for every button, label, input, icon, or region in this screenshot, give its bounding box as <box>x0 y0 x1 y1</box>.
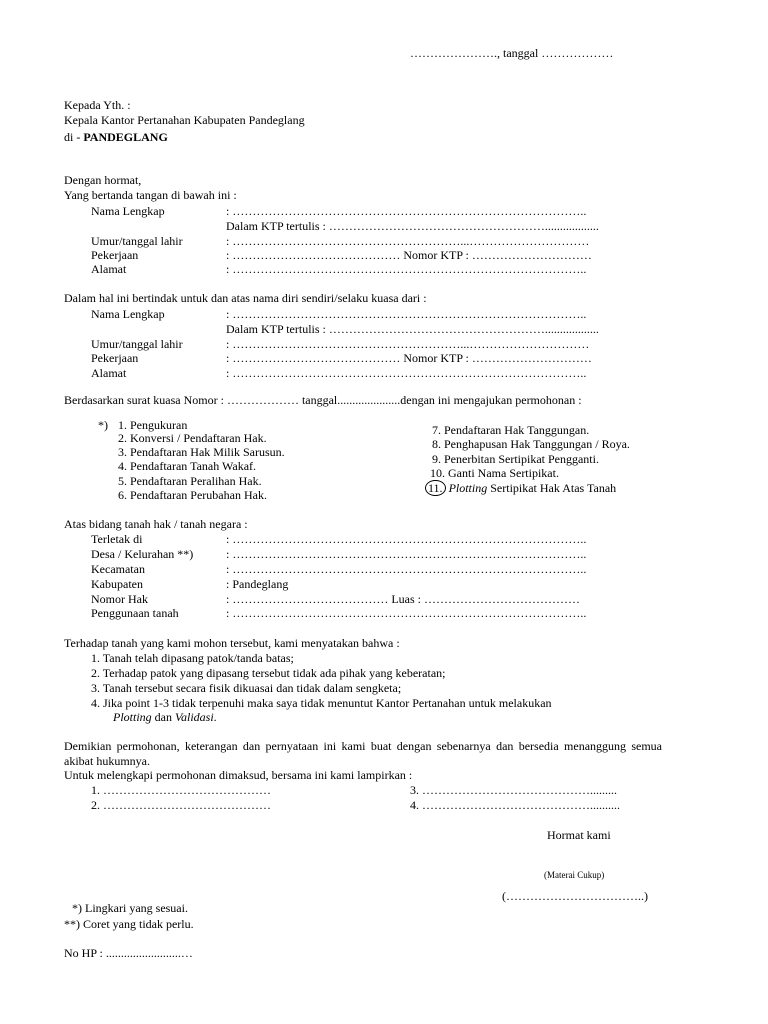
field-label: Nama Lengkap <box>91 307 165 321</box>
ktp-written-line: Dalam KTP tertulis : ……………………………………………….................. <box>226 219 599 233</box>
field-value: : …………………………………………………………………………….. <box>226 366 587 380</box>
list-item: 3. Tanah tersebut secara fisik dikuasai dan tidak dalam sengketa; <box>91 681 402 695</box>
list-item: 6. Pendaftaran Perubahan Hak. <box>118 488 267 502</box>
list-item: 2. Terhadap patok yang dipasang tersebut tidak ada pihak yang keberatan; <box>91 666 446 680</box>
field-label: Desa / Kelurahan **) <box>91 547 194 561</box>
field-label: Umur/tanggal lahir <box>91 234 183 248</box>
stamp-note: (Materai Cukup) <box>544 870 605 880</box>
greeting: Dengan hormat, <box>64 173 142 187</box>
field-value: : …………………………………………………………………………….. <box>226 204 587 218</box>
recipient-office: Kepala Kantor Pertanahan Kabupaten Pandeglang <box>64 113 305 127</box>
field-label: Penggunaan tanah <box>91 606 179 620</box>
recipient-prefix: Kepada Yth. : <box>64 98 131 112</box>
attachment-line: 4. …………………………………….......... <box>410 798 620 812</box>
place-date-line: …………………., tanggal ……………… <box>410 46 614 60</box>
field-value: : …………………………………………………………………………….. <box>226 606 587 620</box>
field-value: : …………………………………………………...………………………… <box>226 337 590 351</box>
field-label: Pekerjaan <box>91 248 139 262</box>
signature-name-line: (……………………………..) <box>502 889 648 903</box>
list-item: 3. Pendaftaran Hak Milik Sarusun. <box>118 445 285 459</box>
field-value: : …………………………………… Nomor KTP : ………………………… <box>226 351 592 365</box>
undersigned-intro: Yang bertanda tangan di bawah ini : <box>64 188 237 202</box>
footnote: **) Coret yang tidak perlu. <box>64 917 194 931</box>
list-item: 4. Jika point 1-3 tidak terpenuhi maka saya tidak menuntut Kantor Pertanahan untuk melakukan <box>91 696 552 710</box>
field-value: : …………………………………………………………………………….. <box>226 562 587 576</box>
list-item: 10. Ganti Nama Sertipikat. <box>430 466 559 480</box>
attachment-line: 1. …………………………………… <box>91 783 271 797</box>
field-label: Alamat <box>91 366 127 380</box>
on-behalf-intro: Dalam hal ini bertindak untuk dan atas nama diri sendiri/selaku kuasa dari : <box>64 291 427 305</box>
field-value: : Pandeglang <box>226 577 289 591</box>
field-value: : …………………………………………………………………………….. <box>226 532 587 546</box>
field-label: Terletak di <box>91 532 143 546</box>
list-item: 2. Konversi / Pendaftaran Hak. <box>118 431 267 445</box>
list-item-selected: 11. Plotting Sertipikat Hak Atas Tanah <box>425 480 616 496</box>
footnote: *) Lingkari yang sesuai. <box>72 901 188 915</box>
list-item: 9. Penerbitan Sertipikat Pengganti. <box>432 452 599 466</box>
field-label: Kecamatan <box>91 562 145 576</box>
list-item: 8. Penghapusan Hak Tanggungan / Roya. <box>432 437 630 451</box>
attachment-line: 3. ……………………………………......... <box>410 783 617 797</box>
power-of-attorney-line: Berdasarkan surat kuasa Nomor : ……………… tanggal.....................dengan ini mengajukan permohonan : <box>64 393 582 407</box>
list-item: 4. Pendaftaran Tanah Wakaf. <box>118 459 257 473</box>
field-value: : …………………………………………………………………………….. <box>226 547 587 561</box>
ktp-written-line: Dalam KTP tertulis : ……………………………………………….................. <box>226 322 599 336</box>
closing-paragraph: Demikian permohonan, keterangan dan pernyataan ini kami buat dengan sebenarnya dan bersedia menanggung semua akibat hukumnya. <box>64 739 662 768</box>
land-intro: Atas bidang tanah hak / tanah negara : <box>64 517 248 531</box>
list-item-continuation: Plotting dan Validasi. <box>113 710 217 724</box>
list-item: 1. Pengukuran <box>118 418 188 432</box>
field-value: : …………………………………………………...………………………… <box>226 234 590 248</box>
services-marker: *) <box>98 418 108 432</box>
selection-circle: 11. <box>425 480 446 496</box>
statement-intro: Terhadap tanah yang kami mohon tersebut, kami menyatakan bahwa : <box>64 636 400 650</box>
field-value: : …………………………………………………………………………….. <box>226 307 587 321</box>
recipient-place: di - PANDEGLANG <box>64 130 168 144</box>
phone-line: No HP : .........................… <box>64 946 193 960</box>
list-item: 1. Tanah telah dipasang patok/tanda batas; <box>91 651 294 665</box>
field-value: : …………………………………………………………………………….. <box>226 262 587 276</box>
closing-regards: Hormat kami <box>547 828 611 842</box>
attachments-intro: Untuk melengkapi permohonan dimaksud, bersama ini kami lampirkan : <box>64 768 413 782</box>
field-value: : …………………………………… Nomor KTP : ………………………… <box>226 248 592 262</box>
list-item: 5. Pendaftaran Peralihan Hak. <box>118 474 262 488</box>
field-value: : ………………………………… Luas : ………………………………… <box>226 592 580 606</box>
field-label: Pekerjaan <box>91 351 139 365</box>
field-label: Nama Lengkap <box>91 204 165 218</box>
field-label: Kabupaten <box>91 577 143 591</box>
field-label: Alamat <box>91 262 127 276</box>
field-label: Nomor Hak <box>91 592 148 606</box>
attachment-line: 2. …………………………………… <box>91 798 271 812</box>
field-label: Umur/tanggal lahir <box>91 337 183 351</box>
list-item: 7. Pendaftaran Hak Tanggungan. <box>432 423 590 437</box>
